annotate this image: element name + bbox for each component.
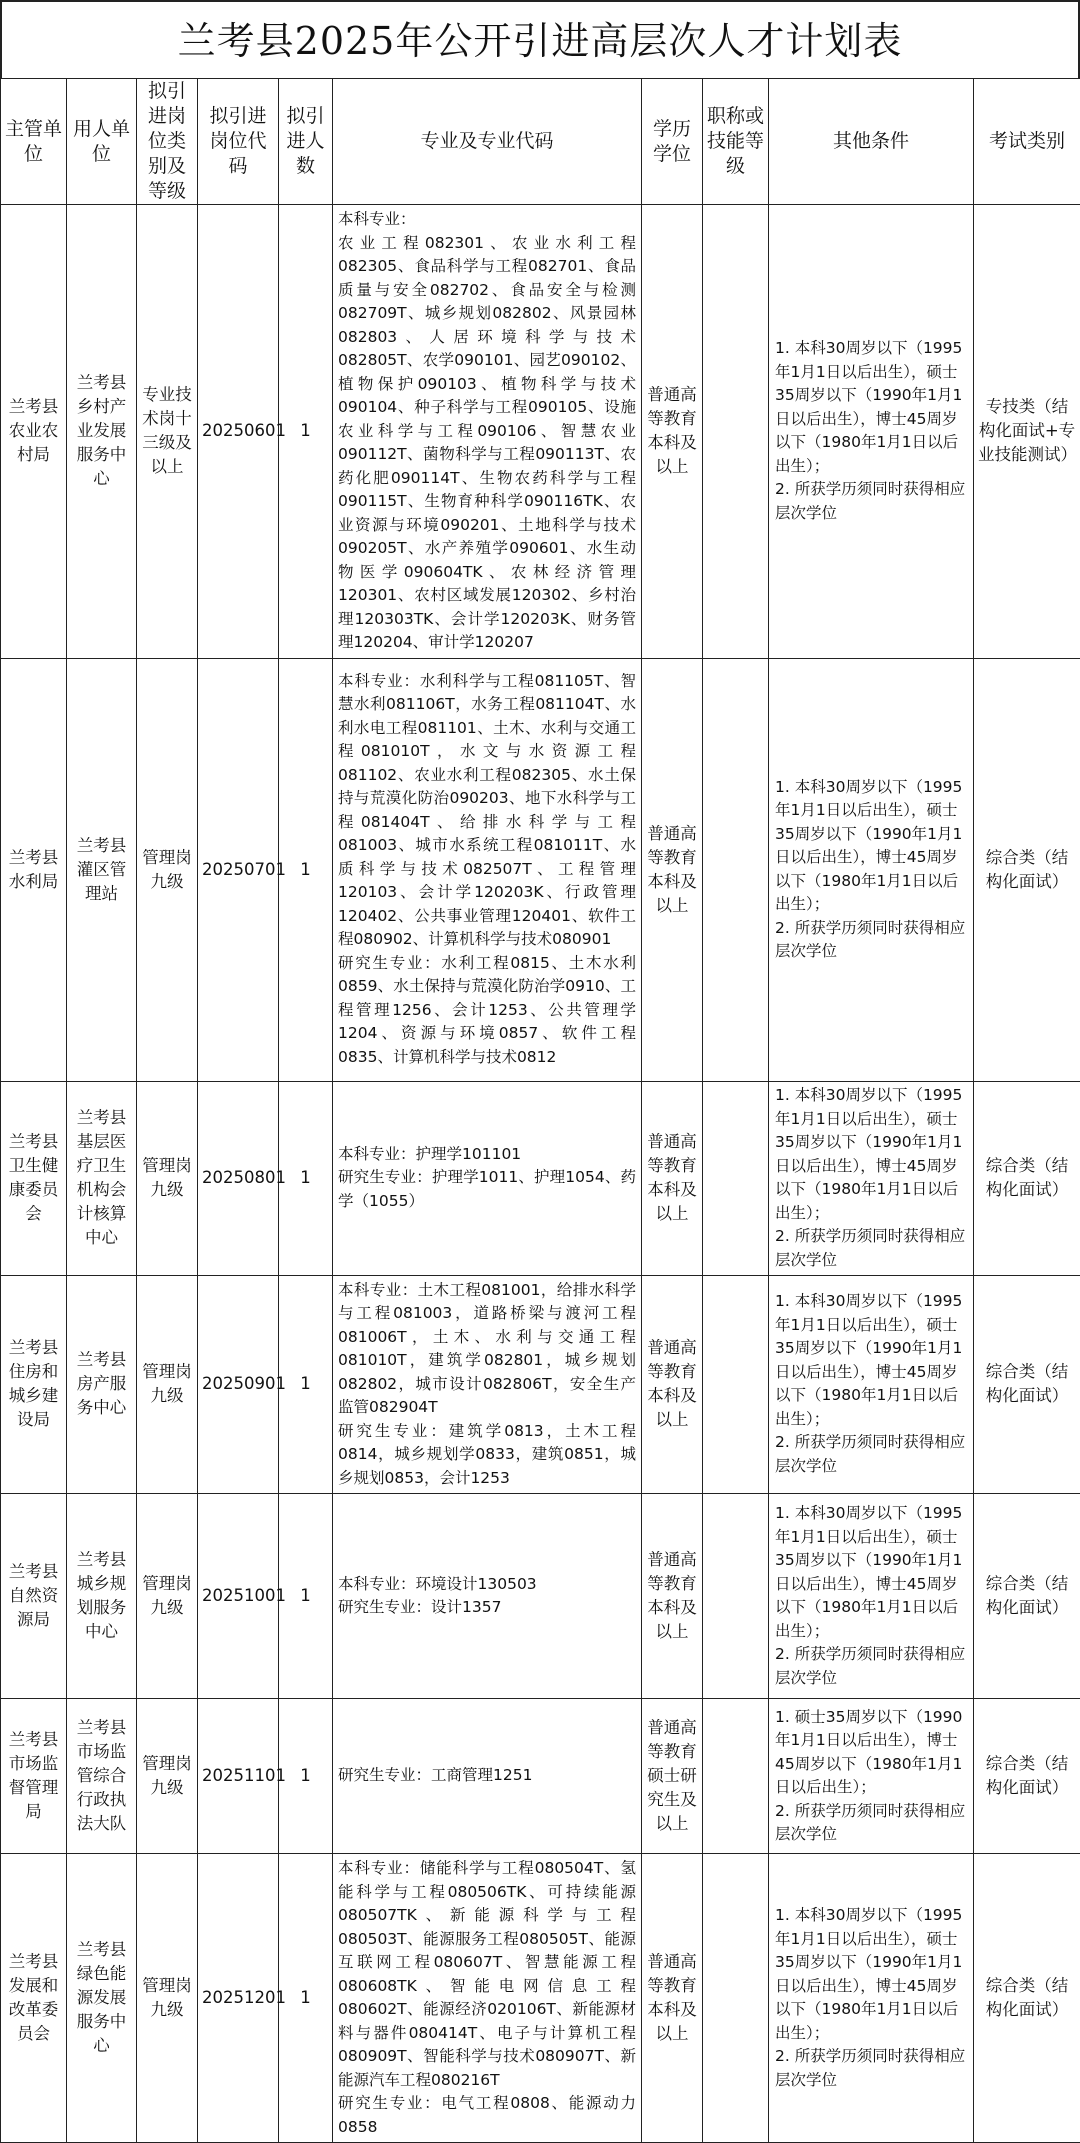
cell-code: 20250601 — [198, 205, 279, 659]
cell-unit: 兰考县基层医疗卫生机构会计核算中心 — [67, 1081, 137, 1275]
cell-dept: 兰考县自然资源局 — [1, 1494, 67, 1699]
cell-unit: 兰考县乡村产业发展服务中心 — [67, 205, 137, 659]
cell-education: 普通高等教育本科及以上 — [642, 1494, 703, 1699]
page-title: 兰考县2025年公开引进高层次人才计划表 — [0, 0, 1080, 78]
table-row — [1, 1699, 1080, 1854]
table-row — [1, 1494, 1080, 1699]
cell-major: 本科专业：环境设计130503 研究生专业：设计1357 — [333, 1494, 642, 1699]
cell-category: 管理岗九级 — [137, 1854, 198, 2143]
plan-table — [0, 78, 1080, 2143]
cell-conditions: 1. 本科30周岁以下（1995年1月1日以后出生），硕士35周岁以下（1990年1月1日以后出生），博士45周岁以下（1980年1月1日以后出生）； 2. 所获学历须同时获得相应层次学位 — [769, 658, 974, 1081]
cell-major: 本科专业：储能科学与工程080504T、氢能科学与工程080506TK、可持续能源080507TK、新能源科学与工程080503T、能源服务工程080505T、能源互联网工程080607T、智慧能源工程080608TK、智能电网信息工程080602T、能源经济020106T、新能源材料与器件080414T、电子与计算机工程080909T、智能科学与技术080907T、新能源汽车工程080216T 研究生专业：电气工程0808、能源动力0858 — [333, 1854, 642, 2143]
header-dept: 主管单位 — [1, 79, 67, 205]
cell-major: 本科专业：护理学101101 研究生专业：护理学1011、护理1054、药学（1055） — [333, 1081, 642, 1275]
header-title-level: 职称或技能等级 — [703, 79, 769, 205]
cell-code: 20251101 — [198, 1699, 279, 1854]
cell-dept: 兰考县水利局 — [1, 658, 67, 1081]
cell-title-level — [703, 1275, 769, 1494]
cell-conditions: 1. 本科30周岁以下（1995年1月1日以后出生），硕士35周岁以下（1990年1月1日以后出生），博士45周岁以下（1980年1月1日以后出生）； 2. 所获学历须同时获得相应层次学位 — [769, 1081, 974, 1275]
cell-code: 20250901 — [198, 1275, 279, 1494]
cell-count: 1 — [279, 1494, 333, 1699]
cell-count: 1 — [279, 1275, 333, 1494]
cell-title-level — [703, 1854, 769, 2143]
header-row — [1, 79, 1080, 205]
cell-dept: 兰考县住房和城乡建设局 — [1, 1275, 67, 1494]
cell-major: 本科专业：水利科学与工程081105T、智慧水利081106T，水务工程081104T、水利水电工程081101、土木、水利与交通工程081010T，水文与水资源工程081102、农业水利工程082305、水土保持与荒漠化防治090203、地下水科学与工程081404T、给排水科学与工程081003、城市水系统工程081011T、水质科学与技术082507T、工程管理120103、会计学120203K、行政管理120402、公共事业管理120401、软件工程080902、计算机科学与技术080901 研究生专业：水利工程0815、土木水利0859、水土保持与荒漠化防治学0910、工程管理1256、会计1253、公共管理学1204、资源与环境0857、软件工程0835、计算机科学与技术0812 — [333, 658, 642, 1081]
cell-education: 普通高等教育本科及以上 — [642, 1854, 703, 2143]
table-row — [1, 205, 1080, 659]
cell-category: 专业技术岗十三级及以上 — [137, 205, 198, 659]
cell-dept: 兰考县卫生健康委员会 — [1, 1081, 67, 1275]
header-unit: 用人单位 — [67, 79, 137, 205]
cell-exam: 综合类（结构化面试） — [974, 658, 1080, 1081]
cell-count: 1 — [279, 658, 333, 1081]
cell-category: 管理岗九级 — [137, 1275, 198, 1494]
header-category: 拟引进岗位类别及等级 — [137, 79, 198, 205]
cell-code: 20250701 — [198, 658, 279, 1081]
cell-conditions: 1. 硕士35周岁以下（1990年1月1日以后出生），博士45周岁以下（1980年1月1日以后出生）； 2. 所获学历须同时获得相应层次学位 — [769, 1699, 974, 1854]
header-count: 拟引进人数 — [279, 79, 333, 205]
cell-exam: 综合类（结构化面试） — [974, 1081, 1080, 1275]
cell-unit: 兰考县绿色能源发展服务中心 — [67, 1854, 137, 2143]
cell-unit: 兰考县灌区管理站 — [67, 658, 137, 1081]
cell-major: 本科专业：土木工程081001，给排水科学与工程081003，道路桥梁与渡河工程081006T，土木、水利与交通工程081010T，建筑学082801，城乡规划082802，城市设计082806T，安全生产监管082904T 研究生专业：建筑学0813，土木工程0814，城乡规划学0833，建筑0851，城乡规划0853，会计1253 — [333, 1275, 642, 1494]
header-major: 专业及专业代码 — [333, 79, 642, 205]
cell-exam: 综合类（结构化面试） — [974, 1275, 1080, 1494]
cell-count: 1 — [279, 1699, 333, 1854]
cell-conditions: 1. 本科30周岁以下（1995年1月1日以后出生），硕士35周岁以下（1990年1月1日以后出生），博士45周岁以下（1980年1月1日以后出生）； 2. 所获学历须同时获得相应层次学位 — [769, 1494, 974, 1699]
cell-exam: 综合类（结构化面试） — [974, 1699, 1080, 1854]
header-education: 学历学位 — [642, 79, 703, 205]
cell-count: 1 — [279, 1081, 333, 1275]
cell-category: 管理岗九级 — [137, 1081, 198, 1275]
header-conditions: 其他条件 — [769, 79, 974, 205]
header-code: 拟引进岗位代码 — [198, 79, 279, 205]
cell-code: 20251001 — [198, 1494, 279, 1699]
cell-title-level — [703, 205, 769, 659]
cell-conditions: 1. 本科30周岁以下（1995年1月1日以后出生），硕士35周岁以下（1990年1月1日以后出生），博士45周岁以下（1980年1月1日以后出生）； 2. 所获学历须同时获得相应层次学位 — [769, 205, 974, 659]
cell-dept: 兰考县发展和改革委员会 — [1, 1854, 67, 2143]
cell-count: 1 — [279, 1854, 333, 2143]
cell-title-level — [703, 1081, 769, 1275]
table-row — [1, 658, 1080, 1081]
cell-education: 普通高等教育本科及以上 — [642, 205, 703, 659]
header-exam: 考试类别 — [974, 79, 1080, 205]
cell-unit: 兰考县房产服务中心 — [67, 1275, 137, 1494]
cell-education: 普通高等教育硕士研究生及以上 — [642, 1699, 703, 1854]
cell-education: 普通高等教育本科及以上 — [642, 658, 703, 1081]
cell-dept: 兰考县市场监督管理局 — [1, 1699, 67, 1854]
cell-title-level — [703, 658, 769, 1081]
cell-category: 管理岗九级 — [137, 1494, 198, 1699]
cell-exam: 专技类（结构化面试+专业技能测试） — [974, 205, 1080, 659]
cell-code: 20251201 — [198, 1854, 279, 2143]
cell-exam: 综合类（结构化面试） — [974, 1854, 1080, 2143]
table-row — [1, 1854, 1080, 2143]
cell-title-level — [703, 1699, 769, 1854]
cell-dept: 兰考县农业农村局 — [1, 205, 67, 659]
cell-exam: 综合类（结构化面试） — [974, 1494, 1080, 1699]
cell-category: 管理岗九级 — [137, 658, 198, 1081]
cell-title-level — [703, 1494, 769, 1699]
cell-count: 1 — [279, 205, 333, 659]
cell-education: 普通高等教育本科及以上 — [642, 1081, 703, 1275]
cell-major: 研究生专业：工商管理1251 — [333, 1699, 642, 1854]
cell-education: 普通高等教育本科及以上 — [642, 1275, 703, 1494]
cell-conditions: 1. 本科30周岁以下（1995年1月1日以后出生），硕士35周岁以下（1990年1月1日以后出生），博士45周岁以下（1980年1月1日以后出生）； 2. 所获学历须同时获得相应层次学位 — [769, 1854, 974, 2143]
table-row — [1, 1081, 1080, 1275]
cell-conditions: 1. 本科30周岁以下（1995年1月1日以后出生），硕士35周岁以下（1990年1月1日以后出生），博士45周岁以下（1980年1月1日以后出生）； 2. 所获学历须同时获得相应层次学位 — [769, 1275, 974, 1494]
table-row — [1, 1275, 1080, 1494]
cell-unit: 兰考县市场监管综合行政执法大队 — [67, 1699, 137, 1854]
cell-major: 本科专业： 农业工程082301、农业水利工程082305、食品科学与工程082701、食品质量与安全082702、食品安全与检测082709T、城乡规划082802、风景园林082803、人居环境科学与技术082805T、农学090101、园艺090102、植物保护090103、植物科学与技术090104、种子科学与工程090105、设施农业科学与工程090106、智慧农业090112T、菌物科学与工程090113T、农药化肥090114T、生物农药科学与工程090115T、生物育种科学090116TK、农业资源与环境090201、土地科学与技术090205T、水产养殖学090601、水生动物医学090604TK、农林经济管理120301、农村区域发展120302、乡村治理120303TK、会计学120203K、财务管理120204、审计学120207 — [333, 205, 642, 659]
cell-category: 管理岗九级 — [137, 1699, 198, 1854]
cell-unit: 兰考县城乡规划服务中心 — [67, 1494, 137, 1699]
cell-code: 20250801 — [198, 1081, 279, 1275]
